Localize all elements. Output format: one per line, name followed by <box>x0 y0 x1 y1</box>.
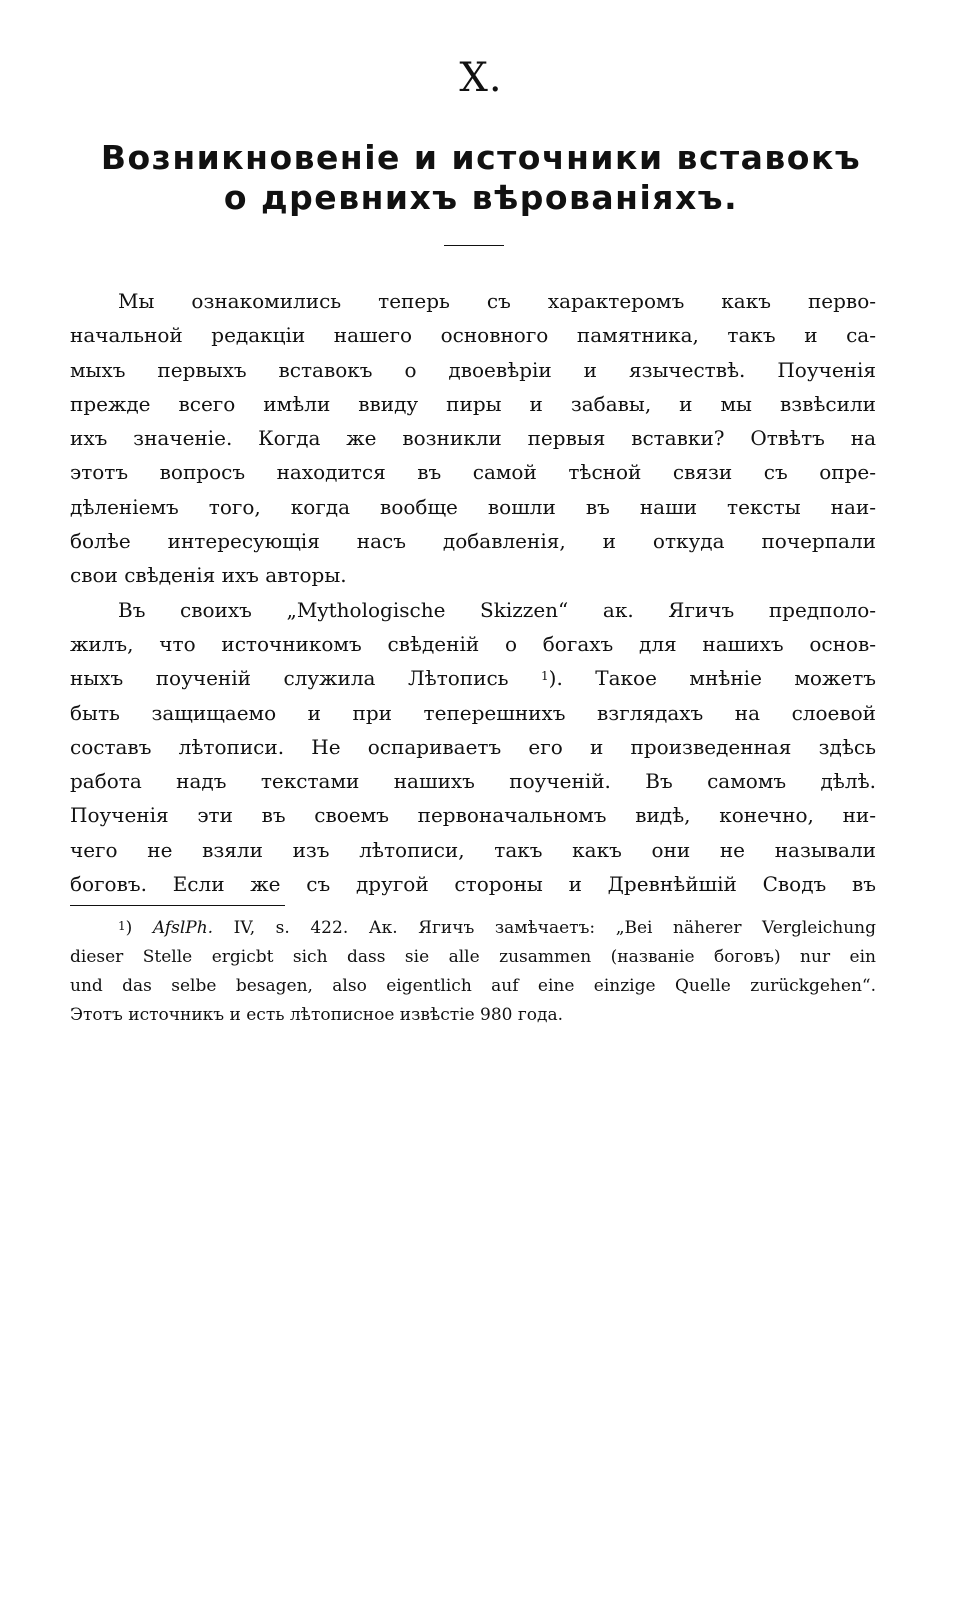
chapter-title <box>40 138 922 218</box>
paragraph-2-line: составъ лѣтописи. Не оспариваетъ его и произведенная здѣсь <box>70 734 876 759</box>
paragraph-1-line: ихъ значеніе. Когда же возникли первыя вставки? Отвѣтъ на <box>70 426 876 451</box>
paragraph-2-line: Поученія эти въ своемъ первоначальномъ видѣ, конечно, ни- <box>70 803 876 828</box>
paragraph-2-line-with-footnote <box>70 661 876 695</box>
paragraph-2-line-3-tail: ). Такое мнѣніе можетъ <box>548 666 876 691</box>
footnote <box>70 914 876 1030</box>
paragraph-1-line: начальной редакціи нашего основного памятника, такъ и са- <box>70 323 876 348</box>
main-text <box>70 284 876 901</box>
chapter-title-line-2: о древнихъ вѣрованіяхъ. <box>223 178 739 217</box>
paragraph-1-line: этотъ вопросъ находится въ самой тѣсной связи съ опре- <box>70 460 876 485</box>
paragraph-2-line: Въ своихъ „Mythologische Skizzen“ ак. Ягичъ предполо- <box>118 597 876 622</box>
footnote-reference[interactable]: 1 <box>541 669 549 684</box>
paragraph-1-line: мыхъ первыхъ вставокъ о двоевѣріи и язычествѣ. Поученія <box>70 357 876 382</box>
title-separator-rule <box>444 245 504 246</box>
footnote-line-4: Этотъ источникъ и есть лѣтописное извѣстіе 980 года. <box>70 1005 564 1025</box>
paragraph-2-line-3-head: ныхъ поученій служила Лѣтопись <box>70 666 542 691</box>
paragraph-1-line: прежде всего имѣли ввиду пиры и забавы, и мы взвѣсили <box>70 391 876 416</box>
paragraph-1-line: болѣе интересующія насъ добавленія, и откуда почерпали <box>70 529 876 554</box>
chapter-number: X. <box>459 55 503 101</box>
paragraph-1-line: свои свѣденія ихъ авторы. <box>70 563 347 588</box>
footnote-line-1 <box>70 914 876 943</box>
footnote-source: AfslPh. <box>152 918 214 938</box>
footnote-mark: 1 <box>118 919 126 933</box>
paragraph-2-line: боговъ. Если же съ другой стороны и Древнѣйшій Сводъ въ <box>70 872 876 897</box>
paragraph-1-line: дѣленіемъ того, когда вообще вошли въ наши тексты наи- <box>70 494 876 519</box>
paragraph-1-line: Мы ознакомились теперь съ характеромъ какъ перво- <box>118 289 876 313</box>
paragraph-2-line: быть защищаемо и при теперешнихъ взглядахъ на слоевой <box>70 700 876 725</box>
footnote-line-1-text: IV, s. 422. Ак. Ягичъ замѣчаетъ: „Bei näherer Vergleichung <box>233 918 877 938</box>
paragraph-2-line: жилъ, что источникомъ свѣденій о богахъ для нашихъ основ- <box>70 631 876 656</box>
paragraph-2-line: чего не взяли изъ лѣтописи, такъ какъ они не называли <box>70 837 876 862</box>
chapter-title-line-1: Возникновеніе и источники вставокъ <box>100 138 862 177</box>
footnote-mark-close: ) <box>125 918 133 938</box>
footnote-separator-rule <box>70 905 285 906</box>
paragraph-2-line: работа надъ текстами нашихъ поученій. Въ самомъ дѣлѣ. <box>70 769 876 794</box>
footnote-line-3: und das selbe besagen, also eigentlich auf eine einzige Quelle zurückgehen“. <box>70 976 876 996</box>
footnote-line-2: dieser Stelle ergicbt sich dass sie alle zusammen (названіе боговъ) nur ein <box>70 947 876 967</box>
